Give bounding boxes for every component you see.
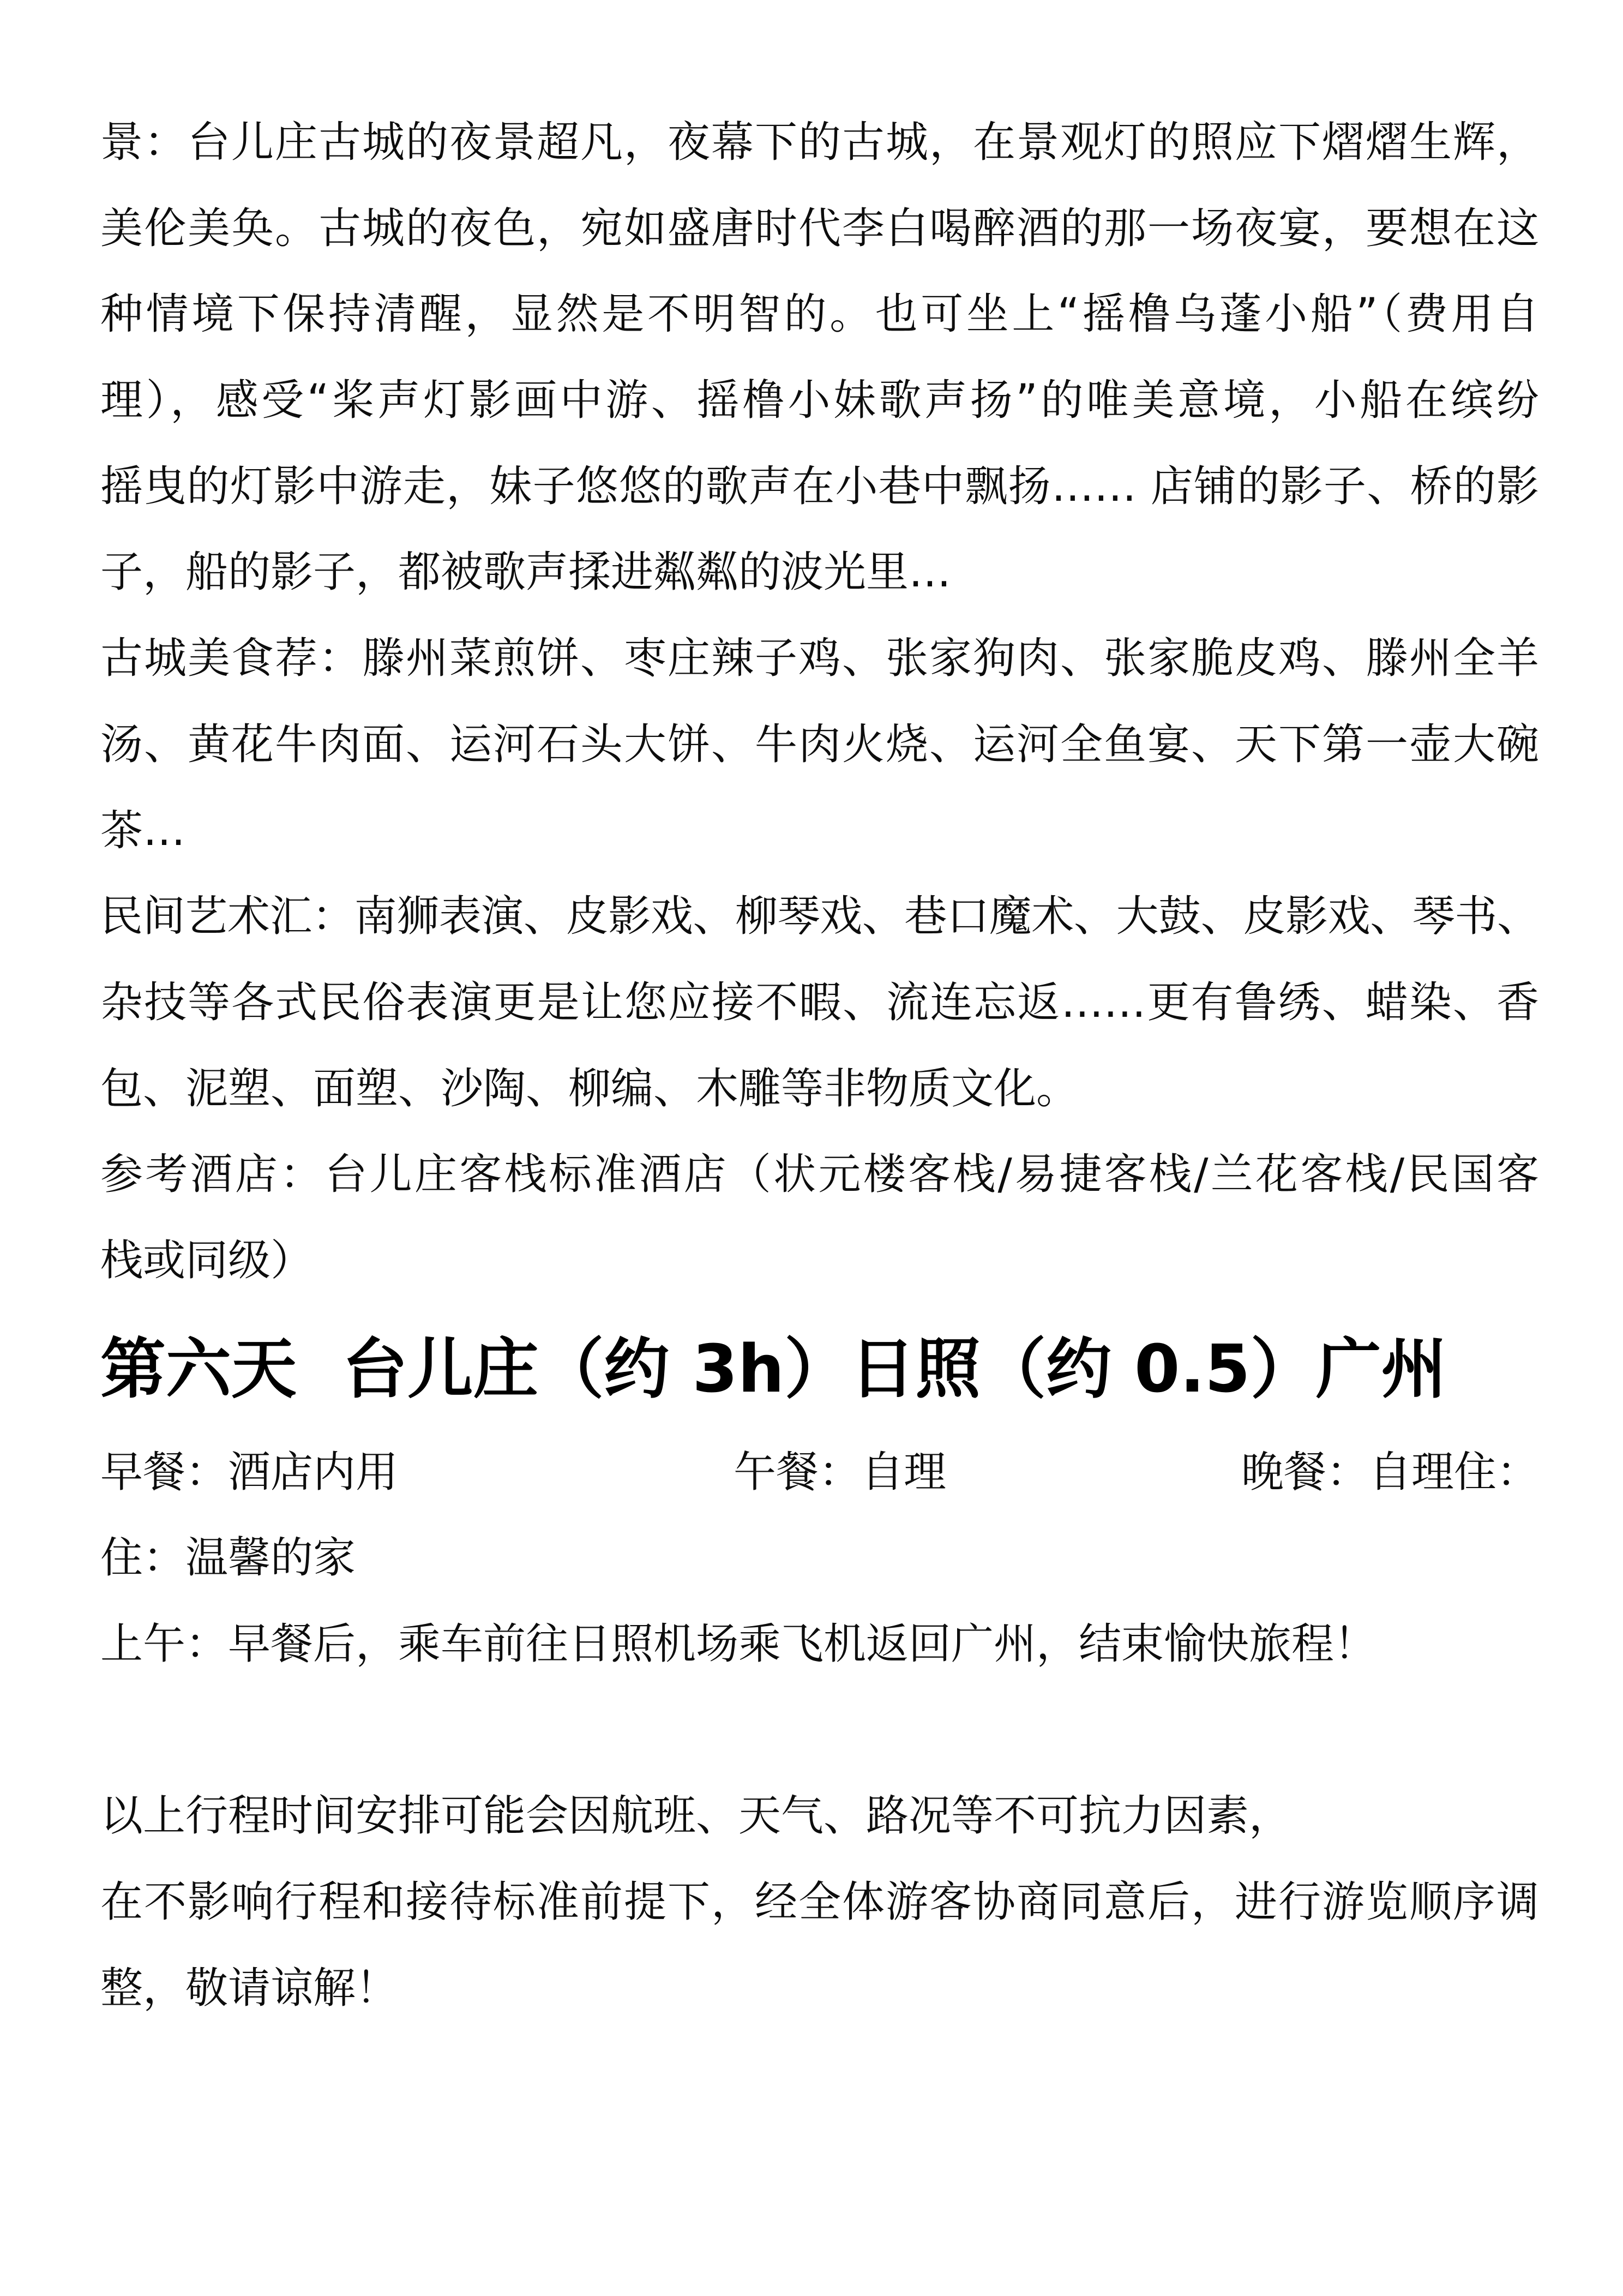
folk-art-line-2: 杂技等各式民俗表演更是让您应接不暇、流连忘返……更有鲁绣、蜡染、香: [100, 978, 1539, 1027]
night-scene-line-5: 摇曳的灯影中游走，妹子悠悠的歌声在小巷中飘扬…… 店铺的影子、桥的影: [100, 461, 1539, 511]
night-scene-line-2: 美伦美奂。古城的夜色，宛如盛唐时代李白喝醉酒的那一场夜宴，要想在这: [100, 203, 1539, 253]
folk-art-line-3: 包、泥塑、面塑、沙陶、柳编、木雕等非物质文化。: [100, 1064, 1079, 1113]
document-content: [100, 100, 1539, 2031]
dinner-info: 晚餐：自理住：: [1241, 1447, 1539, 1497]
food-line-1: 古城美食荐：滕州菜煎饼、枣庄辣子鸡、张家狗肉、张家脆皮鸡、滕州全羊: [100, 634, 1539, 684]
folk-art-paragraph: [100, 874, 1539, 1132]
meals-row: [100, 1430, 1539, 1516]
day-six-heading: 第六天 台儿庄（约 3h）日照（约 0.5）广州: [100, 1331, 1447, 1407]
hotel-line-2: 栈或同级）: [100, 1236, 314, 1285]
notice-line-3: 整，敬请谅解！: [100, 1963, 399, 2013]
night-scene-line-3: 种情境下保持清醒，显然是不明智的。也可坐上“摇橹乌蓬小船”（费用自: [100, 290, 1539, 339]
notice-line-2: 在不影响行程和接待标准前提下，经全体游客协商同意后，进行游览顺序调: [100, 1878, 1539, 1927]
folk-art-line-1: 民间艺术汇：南狮表演、皮影戏、柳琴戏、巷口魔术、大鼓、皮影戏、琴书、: [100, 892, 1539, 942]
hotel-line-1: 参考酒店：台儿庄客栈标准酒店（状元楼客栈/易捷客栈/兰花客栈/民国客: [100, 1150, 1539, 1200]
notice-paragraph: [100, 1773, 1539, 2031]
night-scene-line-4: 理），感受“桨声灯影画中游、摇橹小妹歌声扬”的唯美意境，小船在缤纷: [100, 376, 1539, 425]
accommodation-info: 住：温馨的家: [100, 1533, 356, 1583]
food-recommendation-paragraph: [100, 616, 1539, 874]
night-scene-line-6: 子，船的影子，都被歌声揉进粼粼的波光里…: [100, 548, 952, 597]
lunch-info: 午餐：自理: [734, 1447, 947, 1497]
night-scene-line-1: 景：台儿庄古城的夜景超凡，夜幕下的古城，在景观灯的照应下熠熠生辉，: [100, 118, 1539, 167]
food-line-3: 茶…: [100, 806, 186, 855]
night-scene-paragraph: [100, 100, 1539, 616]
breakfast-info: 早餐：酒店内用: [100, 1447, 399, 1497]
blank-line: [100, 1688, 1539, 1774]
hotel-paragraph: [100, 1132, 1539, 1304]
notice-line-1: 以上行程时间安排可能会因航班、天气、路况等不可抗力因素，: [100, 1791, 1292, 1841]
food-line-2: 汤、黄花牛肉面、运河石头大饼、牛肉火烧、运河全鱼宴、天下第一壶大碗: [100, 720, 1539, 769]
morning-schedule: 上午：早餐后，乘车前往日照机场乘飞机返回广州，结束愉快旅程！: [100, 1620, 1377, 1669]
